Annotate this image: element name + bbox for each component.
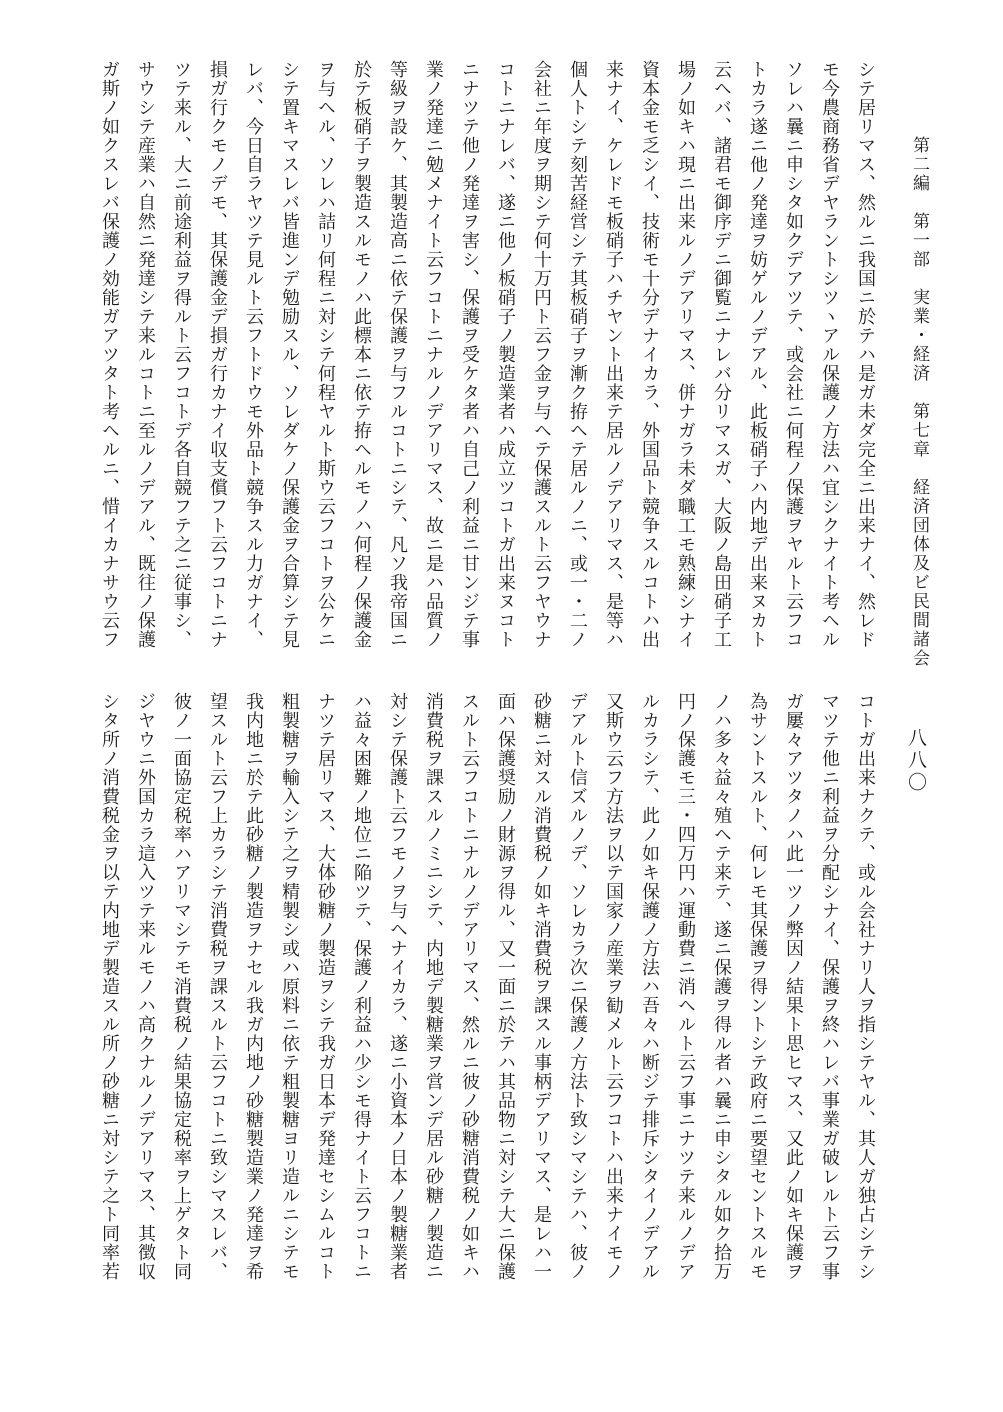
text-column: スルト云フコトニナルノデアリマス、然ルニ彼ノ砂糖消費税ノ如キハ — [459, 692, 480, 1281]
text-column: シタ所ノ消費税金ヲ以テ内地デ製造スル所ノ砂糖ニ対シテ之ト同率若 — [99, 692, 120, 1281]
text-column: 損ガ行クモノデモ、其保護金デ損ガ行カナイ収支償フト云フコトニナ — [207, 60, 228, 649]
text-column: ヲ与ヘル、ソレハ詰リ何程ニ対シテ何程ヤルト斯ウ云フコトヲ公ケニ — [315, 60, 336, 649]
text-column: ガ斯ノ如クスレバ保護ノ効能ガアツタト考ヘルニ、惜イカナサウ云フ — [99, 60, 120, 649]
text-column: 資本金モ乏シイ、技術モ十分デナイカラ、外国品ト競争スルコトハ出 — [639, 60, 660, 649]
text-column: ハ益々困難ノ地位ニ陥ツテ、保護ノ利益ハ少シモ得ナイト云フコトニ — [351, 692, 372, 1281]
text-column: ソレハ曩ニ申シタ如クデアツテ、或会社ニ何程ノ保護ヲヤルト云フコ — [783, 60, 804, 649]
text-column: 個人トシテ刻苦経営シテ其板硝子ヲ漸ク拵ヘテ居ルノニ、或一・二ノ — [567, 60, 588, 649]
text-column: 粗製糖ヲ輸入シテ之ヲ精製シ或ハ原料ニ依テ粗製糖ヨリ造ルニシテモ — [279, 692, 300, 1281]
text-column: 消費税ヲ課スルノミニシテ、内地デ製糖業ヲ営ンデ居ル砂糖ノ製造ニ — [423, 692, 444, 1281]
text-column: 我内地ニ於テ此砂糖ノ製造ヲナセル我ガ内地ノ砂糖製造業ノ発達ヲ希 — [243, 692, 264, 1281]
text-column: 又斯ウ云フ方法ヲ以テ国家ノ産業ヲ勧メルト云フコトハ出来ナイモノ — [603, 692, 624, 1281]
text-column: 云ヘバ、諸君モ御序デニ御覧ニナレバ分リマスガ、大阪ノ島田硝子工 — [711, 60, 732, 649]
text-column: ニナツテ他ノ発達ヲ害シ、保護ヲ受ケタ者ハ自己ノ利益ニ甘ンジテ事 — [459, 60, 480, 649]
text-column: ガ屢々アツタノハ此一ツノ弊因ノ結果ト思ヒマス、又此ノ如キ保護ヲ — [783, 692, 804, 1281]
text-column: シテ居リマス、然ルニ我国ニ於テハ是ガ未ダ完全ニ出来ナイ、然レド — [855, 60, 876, 649]
text-column: 場ノ如キハ現ニ出来ルノデアリマス、併ナガラ未ダ職工モ熟練シナイ — [675, 60, 696, 649]
text-column: 面ハ保護奨励ノ財源ヲ得ル、又一面ニ於テハ其品物ニ対シテ大ニ保護 — [495, 692, 516, 1281]
text-column: 来ナイ、ケレドモ板硝子ハチヤント出来テ居ルノデアリマス、是等ハ — [603, 60, 624, 649]
lower-text-block — [73, 692, 883, 1352]
upper-text-block — [73, 60, 883, 670]
text-column: 対シテ保護ト云フモノヲ与ヘナイカラ、遂ニ小資本ノ日本ノ製糖業者 — [387, 692, 408, 1281]
text-column: 彼ノ一面協定税率ハアリマシテモ消費税ノ結果協定税率ヲ上ゲタト同 — [171, 692, 192, 1281]
text-column: 円ノ保護モ三・四万円ハ運動費ニ消ヘルト云フ事ニナツテ来ルノデア — [675, 692, 696, 1281]
text-column: 於テ板硝子ヲ製造スルモノハ此標本ニ依テ拵ヘルモノハ何程ノ保護金 — [351, 60, 372, 649]
text-column: コトニナレバ、遂ニ他ノ板硝子ノ製造業者ハ成立ツコトガ出来ヌコト — [495, 60, 516, 649]
text-column: 等級ヲ設ケ、其製造高ニ依テ保護ヲ与フルコトニシテ、凡ソ我帝国ニ — [387, 60, 408, 649]
text-column: ジヤウニ外国カラ這入ツテ来ルモノハ高クナルノデアリマス、其徴収 — [135, 692, 156, 1281]
text-column: モ今農商務省デヤラントシツヽアル保護ノ方法ハ宜シクナイト考ヘル — [819, 60, 840, 649]
running-head: 第二編 第一部 実業・経済 第七章 経済団体及ビ民間諸会 — [909, 136, 929, 668]
text-column: 望スルト云フ上カラシテ消費税ヲ課スルト云フコトニ致シマスレバ、 — [207, 692, 228, 1281]
text-column: ノハ多々益々殖ヘテ来テ、遂ニ保護ヲ得ル者ハ曩ニ申シタル如ク拾万 — [711, 692, 732, 1281]
text-column: ツテ来ル、大ニ前途利益ヲ得ルト云フコトデ各自競フテ之ニ従事シ、 — [171, 60, 192, 649]
text-column: 会社ニ年度ヲ期シテ何十万円ト云フ金ヲ与ヘテ保護スルト云フヤウナ — [531, 60, 552, 649]
text-column: レバ、今日自ラヤツテ見ルト云フトドウモ外品ト競争スル力ガナイ、 — [243, 60, 264, 649]
page-number: 八八〇 — [905, 728, 927, 794]
text-column: 砂糖ニ対スル消費税ノ如キ消費税ヲ課スル事柄デアリマス、是レハ一 — [531, 692, 552, 1281]
text-column: サウシテ産業ハ自然ニ発達シテ来ルコトニ至ルノデアル、既往ノ保護 — [135, 60, 156, 649]
text-column: デアルト信ズルノデ、ソレカラ次ニ保護ノ方法ト致シマシテハ、彼ノ — [567, 692, 588, 1281]
text-column: 業ノ発達ニ勉メナイト云フコトニナルノデアリマス、故ニ是ハ品質ノ — [423, 60, 444, 649]
text-column: 為サントスルト、何レモ其保護ヲ得ントシテ政府ニ要望セントスルモ — [747, 692, 768, 1281]
text-column: ルカラシテ、此ノ如キ保護ノ方法ハ吾々ハ断ジテ排斥シタイノデアル — [639, 692, 660, 1281]
text-column: トカラ遂ニ他ノ発達ヲ妨ゲルノデアル、此板硝子ハ内地デ出来ヌカト — [747, 60, 768, 649]
text-column: コトガ出来ナクテ、或ル会社ナリ人ヲ指シテヤル、其人ガ独占シテシ — [855, 692, 876, 1281]
text-column: マツテ他ニ利益ヲ分配シナイ、保護ヲ終ハレバ事業ガ破レルト云フ事 — [819, 692, 840, 1281]
text-column: シテ置キマスレバ皆進ンデ勉励スル、ソレダケノ保護金ヲ合算シテ見 — [279, 60, 300, 649]
text-column: ナツテ居リマス、大体砂糖ノ製造ヲシテ我ガ日本デ発達セシムルコト — [315, 692, 336, 1281]
